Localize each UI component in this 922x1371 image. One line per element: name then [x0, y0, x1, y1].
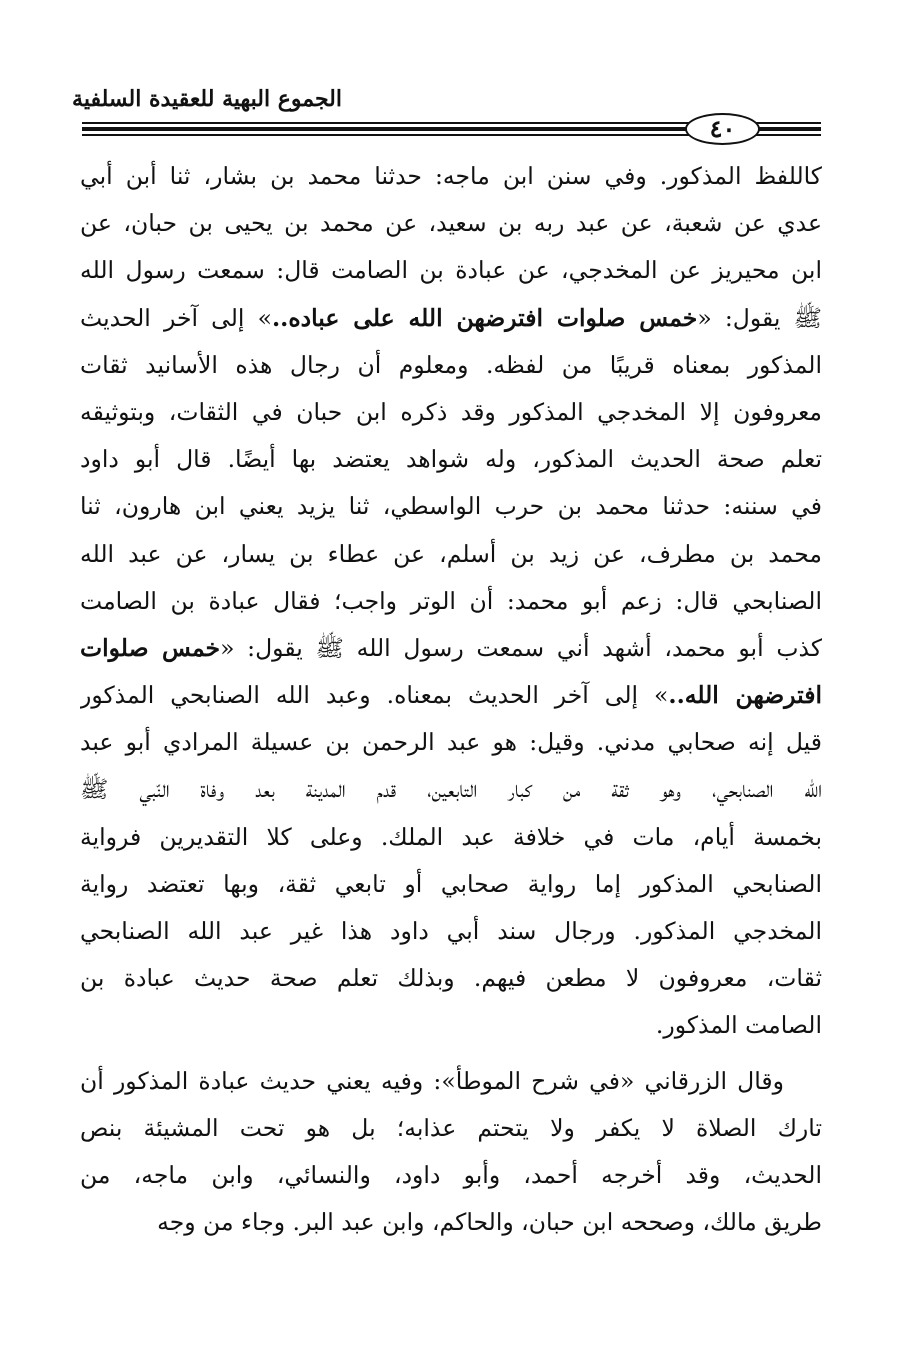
hadith-quote-bold: افترضهن الله..: [668, 681, 822, 710]
hadith-quote-bold: خمس صلوات افترضهن الله على عباده..: [271, 303, 698, 332]
paragraph-2: [80, 1058, 822, 1247]
text-line: [80, 389, 822, 436]
running-header-title: الجموع البهية للعقيدة السلفية: [72, 86, 342, 112]
text-line: [80, 766, 822, 813]
text-segment: » إلى آخر الحديث بمعناه. وعبد الله الصنابحي المذكور: [80, 681, 669, 710]
text-line: [80, 1152, 822, 1199]
paragraph-1: [80, 153, 822, 1050]
text-segment: طريق مالك، وصححه ابن حبان، والحاكم، وابن عبد البر. وجاء من وجه: [157, 1208, 822, 1237]
text-segment: عدي عن شعبة، عن عبد ربه بن سعيد، عن محمد بن يحيى بن حبان، عن: [80, 209, 822, 238]
text-line: [80, 578, 822, 625]
text-segment: » إلى آخر الحديث: [80, 303, 272, 332]
text-line: [80, 1058, 822, 1105]
text-segment: الله الصنابحي، وهو ثقة من كبار التابعين، قدم المدينة بعد وفاة النّبي ﷺ: [80, 775, 822, 804]
text-line: [80, 483, 822, 530]
body-text: [80, 153, 822, 1246]
text-segment: معروفون إلا المخدجي المذكور وقد ذكره ابن حبان في الثقات، وبتوثيقه: [80, 397, 822, 426]
page-number: ٤٠: [709, 114, 736, 143]
text-segment: المذكور بمعناه قريبًا من لفظه. ومعلوم أن رجال هذه الأسانيد ثقات: [80, 350, 822, 379]
text-segment: ثقات، معروفون لا مطعن فيهم. وبذلك تعلم صحة حديث عبادة بن: [80, 964, 822, 993]
page-number-badge: [685, 113, 760, 145]
text-line: [80, 814, 822, 861]
text-segment: بخمسة أيام، مات في خلافة عبد الملك. وعلى كلا التقديرين فرواية: [80, 822, 822, 851]
text-line: [80, 1199, 822, 1246]
text-line: [80, 200, 822, 247]
text-segment: في سننه: حدثنا محمد بن حرب الواسطي، ثنا يزيد يعني ابن هارون، ثنا: [80, 492, 822, 521]
text-line: [80, 719, 822, 766]
text-segment: ابن محيريز عن المخدجي، عن عبادة بن الصامت قال: سمعت رسول الله: [80, 256, 822, 285]
text-segment: قيل إنه صحابي مدني. وقيل: هو عبد الرحمن بن عسيلة المرادي أبو عبد: [80, 728, 822, 757]
paragraph-gap: [80, 1050, 822, 1058]
text-segment: الحديث، وقد أخرجه أحمد، وأبو داود، والنسائي، وابن ماجه، من: [80, 1160, 822, 1189]
text-line: [80, 295, 822, 342]
text-segment: كاللفظ المذكور. وفي سنن ابن ماجه: حدثنا محمد بن بشار، ثنا أبن أبي: [80, 162, 822, 190]
text-segment: تعلم صحة الحديث المذكور، وله شواهد يعتضد بها أيضًا. قال أبو داود: [80, 445, 822, 474]
text-line: [80, 672, 822, 719]
text-line: [80, 153, 822, 200]
text-line: [80, 861, 822, 908]
text-segment: الصنابحي قال: زعم أبو محمد: أن الوتر واجب؛ فقال عبادة بن الصامت: [80, 586, 822, 615]
text-segment: وقال الزرقاني «في شرح الموطأ»: وفيه يعني حديث عبادة المذكور أن: [80, 1066, 784, 1095]
text-line: [80, 1002, 822, 1049]
text-line: [80, 625, 822, 672]
text-line: [80, 1105, 822, 1152]
text-line: [80, 247, 822, 294]
text-segment: محمد بن مطرف، عن زيد بن أسلم، عن عطاء بن يسار، عن عبد الله: [80, 539, 822, 568]
text-segment: ﷺ يقول: «: [697, 303, 822, 332]
text-segment: الصامت المذكور.: [655, 1011, 822, 1040]
text-line: [80, 531, 822, 578]
text-line: [80, 436, 822, 483]
text-segment: المخدجي المذكور. ورجال سند أبي داود هذا غير عبد الله الصنابحي: [80, 917, 822, 945]
text-line: [80, 955, 822, 1002]
text-segment: كذب أبو محمد، أشهد أني سمعت رسول الله ﷺ يقول: «: [220, 633, 822, 662]
hadith-quote-bold: خمس صلوات: [80, 633, 221, 662]
text-line: [80, 342, 822, 389]
text-segment: الصنابحي المذكور إما رواية صحابي أو تابعي ثقة، وبها تعتضد رواية: [80, 869, 822, 898]
text-line: [80, 908, 822, 955]
text-segment: تارك الصلاة لا يكفر ولا يتحتم عذابه؛ بل هو تحت المشيئة بنص: [80, 1113, 822, 1142]
